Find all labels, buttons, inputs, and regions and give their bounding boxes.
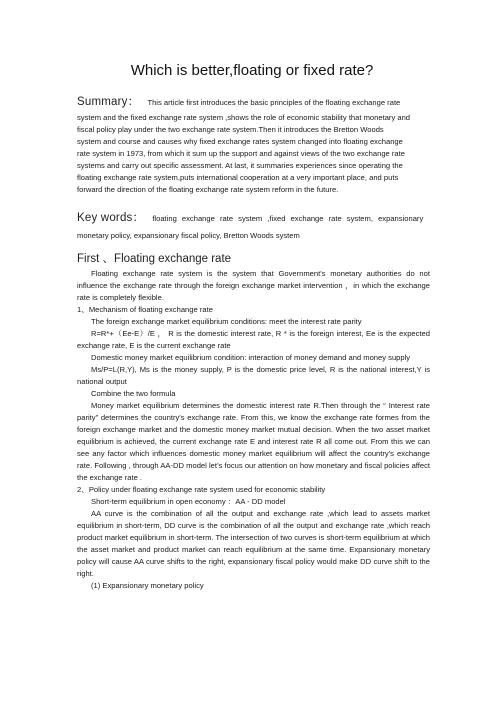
paragraph: The foreign exchange market equilibrium conditions: meet the interest rate parity <box>91 317 362 326</box>
section-body <box>77 268 430 592</box>
summary-first-text: This article first introduces the basic principles of the floating exchange rate <box>147 98 401 107</box>
paragraph: Floating exchange rate system is the system that Government's monetary authorities do not influence the exchange rate through the foreign exchange market intervention ，in which the exchange rate is completely flexible. <box>77 269 430 302</box>
paragraph: Domestic money market equilibrium condition: interaction of money demand and money supply <box>91 353 411 362</box>
keywords-first-line <box>77 209 430 228</box>
document-title: Which is better,floating or fixed rate? <box>130 62 374 79</box>
summary-line: systems and carry out specific assessment. At last, it summaries experiences since operating the <box>77 161 403 170</box>
summary-section <box>77 93 430 196</box>
summary-line: floating exchange rate system,puts international cooperation at a very important place, and puts <box>77 173 399 182</box>
summary-line: system and course and causes why fixed exchange rates system changed into floating exchange <box>77 137 403 146</box>
summary-line: fiscal policy play under the two exchange rate system.Then it introduces the Bretton Woods <box>77 125 384 134</box>
summary-label: Summary： <box>77 96 140 108</box>
subheading-mechanism: 1、Mechanism of floating exchange rate <box>77 305 213 314</box>
keywords-first-text: floating exchange rate system ,fixed exchange rate system, expansionary <box>152 214 424 223</box>
paragraph: Combine the two formula <box>91 389 176 398</box>
subheading-expansionary-monetary: (1) Expansionary monetary policy <box>91 581 204 590</box>
paragraph: Short-term equilibrium in open economy ：AA - DD model <box>91 497 286 506</box>
section-heading: First 、Floating exchange rate <box>77 253 232 265</box>
summary-line: system and the fixed exchange rate system ,shows the role of economic stability that monetary and <box>77 113 411 122</box>
formula-paragraph: Ms/P=L(R,Y), Ms is the money supply, P is the domestic price level, R is the national interest,Y is national output <box>77 365 430 386</box>
summary-lines <box>77 112 430 196</box>
subheading-policy: 2、Policy under floating exchange rate system used for economic stability <box>77 485 326 494</box>
keywords-second-line: monetary policy, expansionary fiscal policy, Bretton Woods system <box>77 231 300 240</box>
paragraph: Money market equilibrium determines the domestic interest rate R.Then through the “ Interest rate parity” determines the country's exchange rate. From this, we know the exchange rate formes from the foreign exchange market and the domestic money market mutual decision. When the two asset market equilibrium is achieved, the current exchange rate E and interest rate R all come out. From this we can see any factor which influences domestic money market equilibrium will affect the country's exchange rate. Following , through AA-DD model let’s focus our attention on how monetary and fiscal policies affect the exchange rate . <box>77 401 430 482</box>
formula-paragraph: R=R*+（Ee-E）/E ， R is the domestic interest rate, R * is the foreign interest, Ee is the expected exchange rate, E is the current exchange rate <box>77 329 430 350</box>
summary-first-line <box>77 93 430 112</box>
summary-line: forward the direction of the floating exchange rate system reform in the future. <box>77 185 339 194</box>
paragraph: AA curve is the combination of all the output and exchange rate ,which lead to assets market equilibrium in short-term, DD curve is the combination of all the output and exchange rate ,which reach product market equilibrium in short-term. The intersection of two curves is short-term equilibrium at which the asset market and product market can reach equilibrium at the same time. Expansionary monetary policy will cause AA curve shifts to the right, expansionary fiscal policy would make DD curve shift to the right. <box>77 509 430 578</box>
keywords-section <box>77 209 430 242</box>
keywords-label: Key words： <box>77 212 145 224</box>
summary-line: rate system in 1973, from which it sum up the support and against views of the two exchange rate <box>77 149 405 158</box>
